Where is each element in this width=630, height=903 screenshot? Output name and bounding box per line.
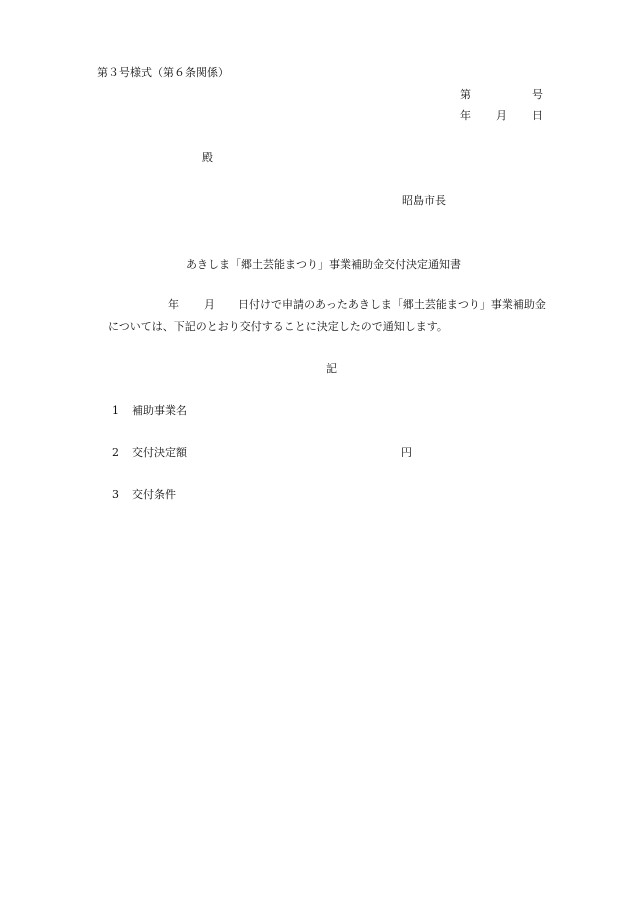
date-year: 年: [460, 109, 471, 122]
body-line2: については、下記のとおり交付することに決定したので通知します。: [108, 320, 448, 333]
body-line1: 日付けで申請のあったあきしま「郷土芸能まつり」事業補助金: [238, 298, 546, 311]
item-number: 1: [112, 404, 119, 417]
item-label: 交付決定額: [132, 446, 187, 459]
item-number: 2: [112, 446, 119, 459]
item-label: 交付条件: [132, 488, 176, 501]
body-month: 月: [204, 298, 215, 311]
item-number: 3: [112, 488, 119, 501]
addressee: 殿: [202, 151, 213, 164]
form-label: 第３号様式（第６条関係）: [97, 66, 229, 79]
document-title: あきしま「郷土芸能まつり」事業補助金交付決定通知書: [186, 258, 461, 271]
issuer: 昭島市長: [402, 194, 446, 207]
date-month: 月: [496, 109, 507, 122]
doc-number-go: 号: [532, 88, 543, 101]
amount-unit: 円: [401, 446, 412, 459]
body-year: 年: [168, 298, 179, 311]
ki-heading: 記: [326, 362, 337, 375]
item-label: 補助事業名: [132, 404, 187, 417]
date-day: 日: [532, 109, 543, 122]
doc-number-dai: 第: [460, 88, 471, 101]
